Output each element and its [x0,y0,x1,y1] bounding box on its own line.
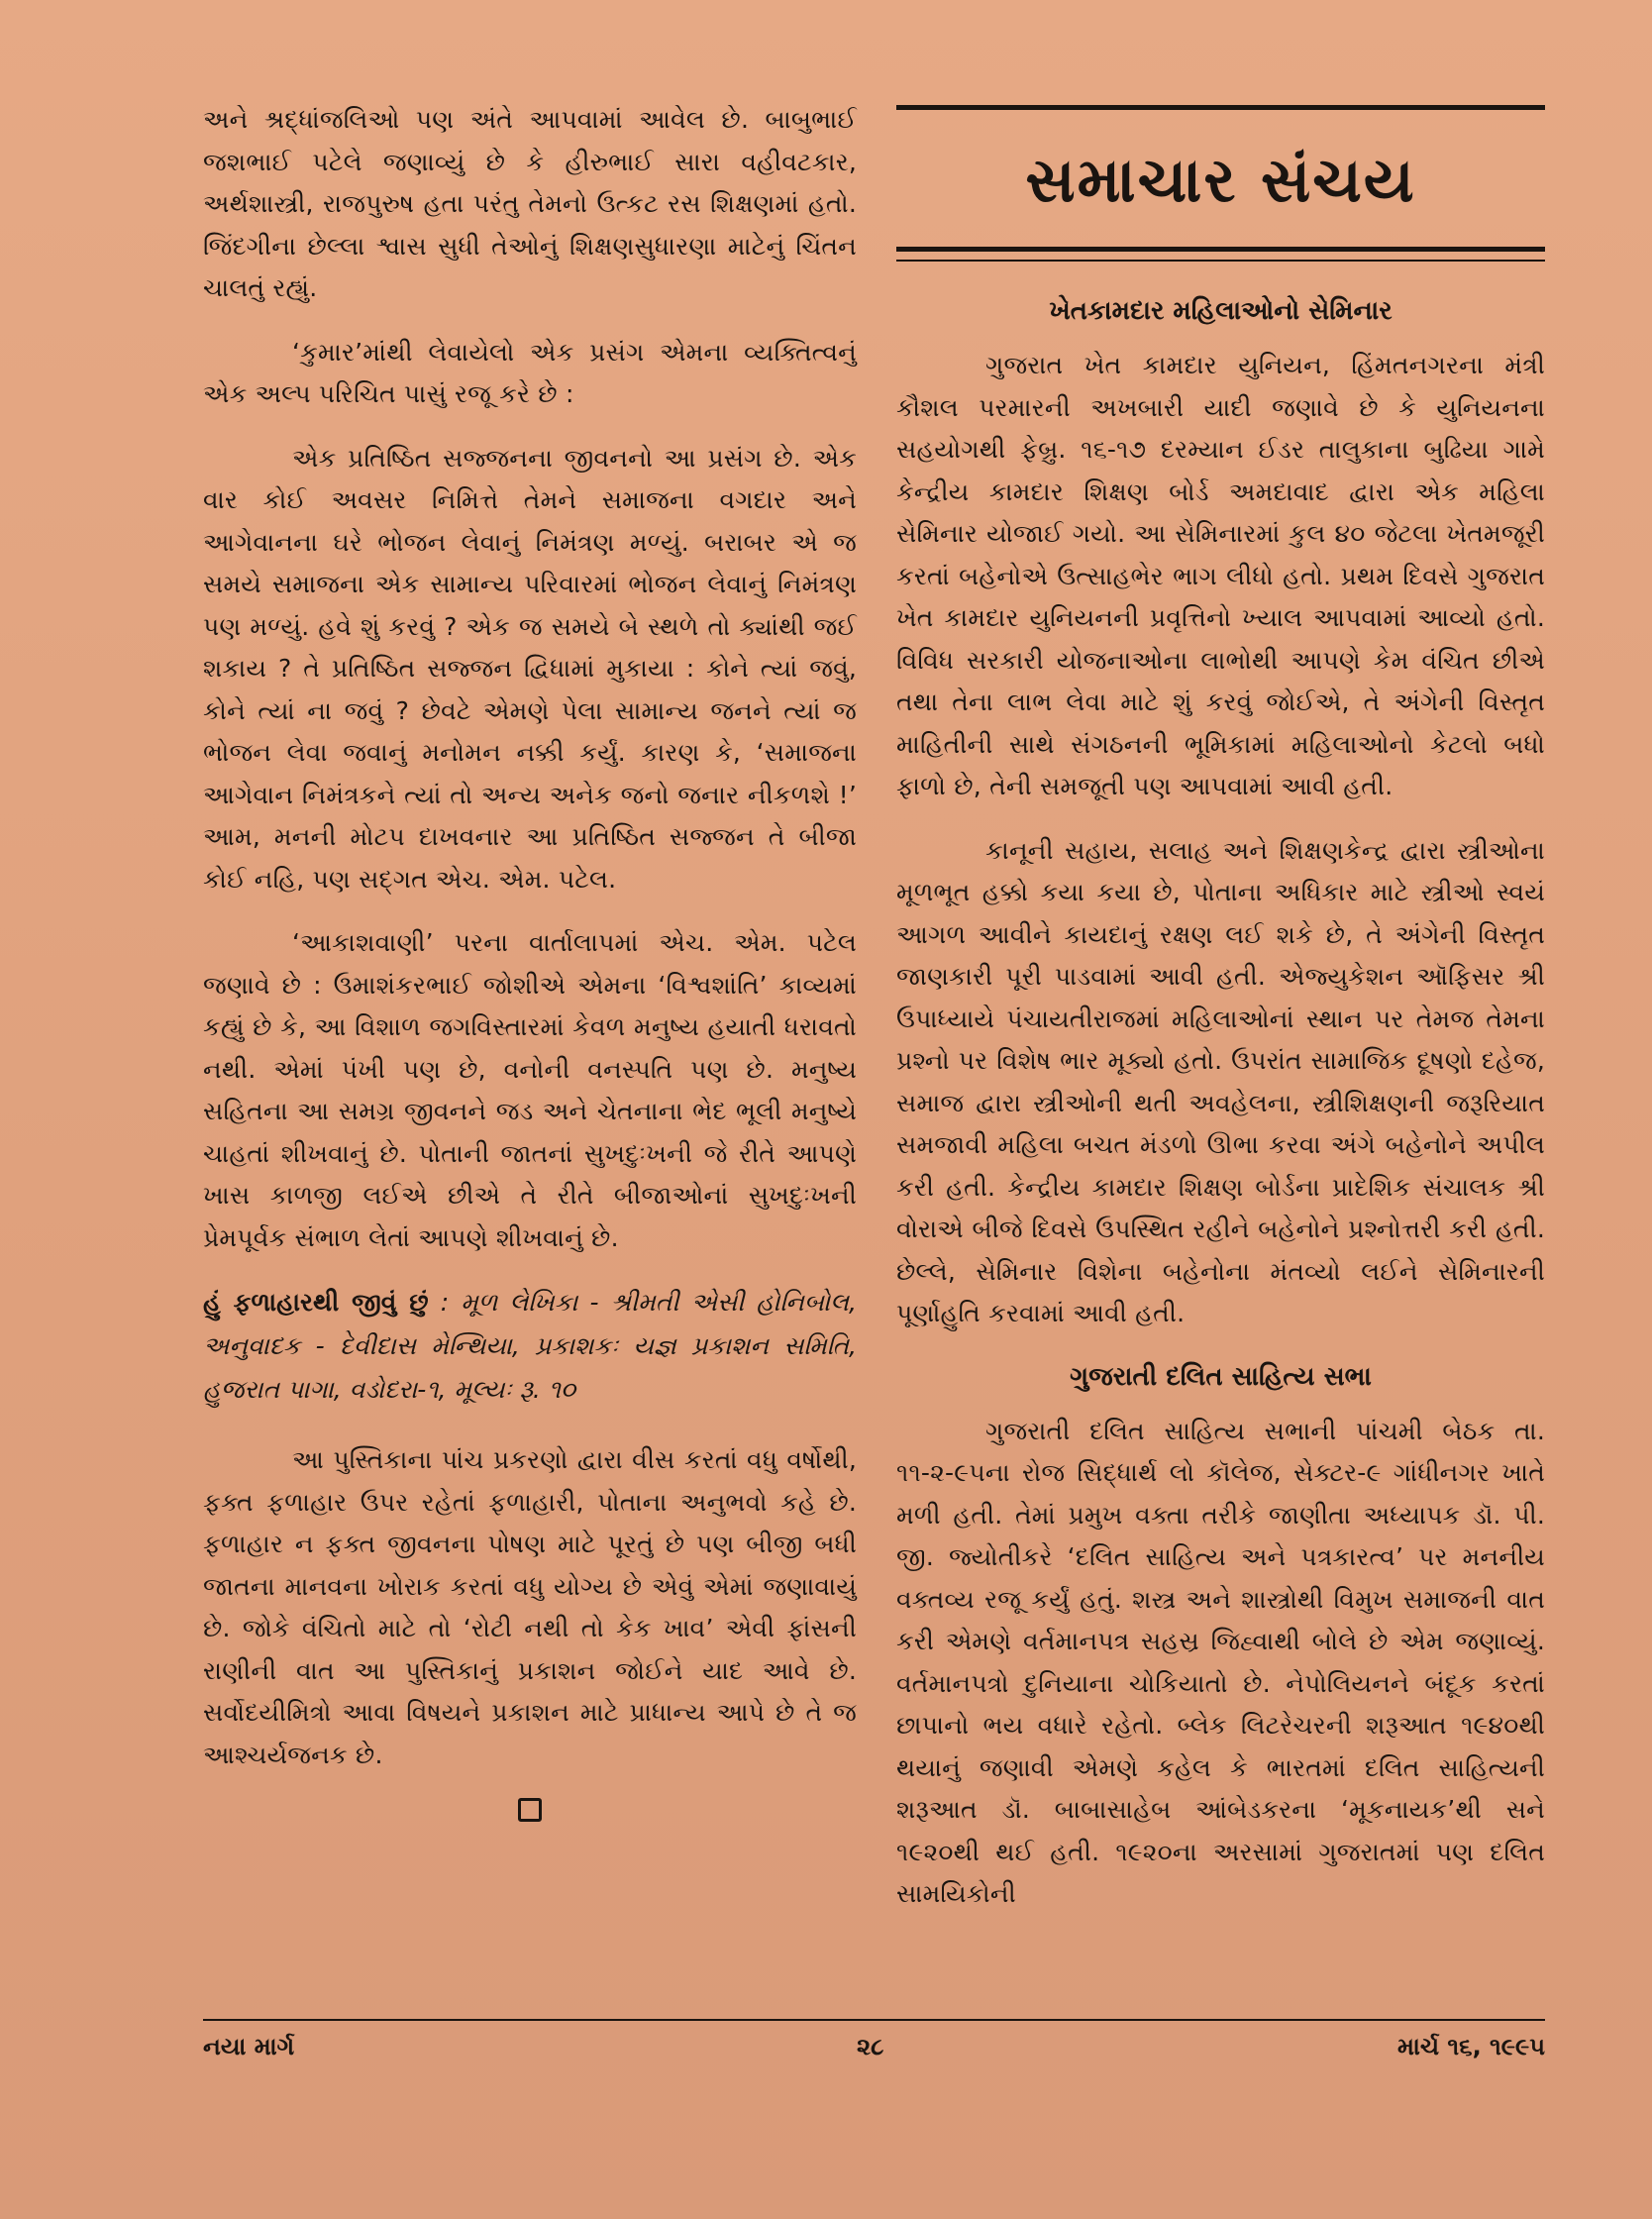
masthead-bottom-rule [896,247,1545,252]
book-details: : મૂળ લેખિકા - શ્રીમતી એસી હોનિબોલ, અનુવાદક - દેવીદાસ મેન્થિયા, પ્રકાશકઃ યજ્ઞ પ્રકાશન સમિતિ, હુજરાત પાગા, વડોદરા-૧, મૂલ્યઃ રૂ. ૧૦ [203,1288,858,1404]
seminar-para-1: ગુજરાત ખેત કામદાર યુનિયન, હિંમતનગરના મંત્રી કૌશલ પરમારની અખબારી યાદી જણાવે છે કે યુનિયનના સહયોગથી ફેબ્રુ. ૧૬-૧૭ દરમ્યાન ઈડર તાલુકાના બુઢિયા ગામે કેન્દ્રીય કામદાર શિક્ષણ બોર્ડ અમદાવાદ દ્વારા એક મહિલા સેમિનાર યોજાઈ ગયો. આ સેમિનારમાં કુલ ૪૦ જેટલા ખેતમજૂરી કરતાં બહેનોએ ઉત્સાહભેર ભાગ લીધો હતો. પ્રથમ દિવસે ગુજરાત ખેત કામદાર યુનિયનની પ્રવૃત્તિનો ખ્યાલ આપવામાં આવ્યો હતો. વિવિધ સરકારી યોજનાઓના લાભોથી આપણે કેમ વંચિત છીએ તથા તેના લાભ લેવા માટે શું કરવું જોઈએ, તે અંગેની વિસ્તૃત માહિતીની સાથે સંગઠનની ભૂમિકામાં મહિલાઓનો કેટલો બધો ફાળો છે, તેની સમજૂતી પણ આપવામાં આવી હતી. [896,351,1545,800]
left-para-3: એક પ્રતિષ્ઠિત સજ્જનના જીવનનો આ પ્રસંગ છે. એક વાર કોઈ અવસર નિમિત્તે તેમને સમાજના વગદાર અને આગેવાનના ઘરે ભોજન લેવાનું નિમંત્રણ મળ્યું. બરાબર એ જ સમયે સમાજના એક સામાન્ય પરિવારમાં ભોજન લેવાનું નિમંત્રણ પણ મળ્યું. હવે શું કરવું ? એક જ સમયે બે સ્થળે તો ક્યાંથી જઈ શકાય ? તે પ્રતિષ્ઠિત સજ્જન દ્વિધામાં મુકાયા : કોને ત્યાં જવું, કોને ત્યાં ના જવું ? છેવટે એમણે પેલા સામાન્ય જનને ત્યાં જ ભોજન લેવા જવાનું મનોમન નક્કી કર્યું. કારણ કે, ‘સમાજના આગેવાન નિમંત્રકને ત્યાં તો અન્ય અનેક જનો જનાર નીકળશે !’ આમ, મનની મોટપ દાખવનાર આ પ્રતિષ્ઠિત સજ્જન તે બીજા કોઈ નહિ, પણ સદ્ગત એચ. એમ. પટેલ. [203,443,857,894]
left-para-2: ‘કુમાર’માંથી લેવાયેલો એક પ્રસંગ એમના વ્યક્તિત્વનું એક અલ્પ પરિચિત પાસું રજૂ કરે છે : [203,337,857,408]
seminar-para-2: કાનૂની સહાય, સલાહ અને શિક્ષણકેન્દ્ર દ્વારા સ્ત્રીઓના મૂળભૂત હક્કો કયા કયા છે, પોતાના અધિકાર માટે સ્ત્રીઓ સ્વયં આગળ આવીને કાયદાનું રક્ષણ લઈ શકે છે, તે અંગેની વિસ્તૃત જાણકારી પૂરી પાડવામાં આવી હતી. એજ્યુકેશન ઑફિસર શ્રી ઉપાધ્યાયે પંચાયતીરાજમાં મહિલાઓનાં સ્થાન પર તેમજ તેમના પ્રશ્નો પર વિશેષ ભાર મૂક્યો હતો. ઉપરાંત સામાજિક દૂષણો દહેજ, સમાજ દ્વારા સ્ત્રીઓની થતી અવહેલના, સ્ત્રીશિક્ષણની જરૂરિયાત સમજાવી મહિલા બચત મંડળો ઊભા કરવા અંગે બહેનોને અપીલ કરી હતી. કેન્દ્રીય કામદાર શિક્ષણ બોર્ડના પ્રાદેશિક સંચાલક શ્રી વોરાએ બીજે દિવસે ઉપસ્થિત રહીને બહેનોને પ્રશ્નોત્તરી કરી હતી. છેલ્લે, સેમિનાર વિશેના બહેનોના મંતવ્યો લઈને સેમિનારની પૂર્ણાહુતિ કરવામાં આવી હતી. [896,835,1545,1327]
footer-publication-name: નયા માર્ગ [203,2033,295,2060]
left-para-5: આ પુસ્તિકાના પાંચ પ્રકરણો દ્વારા વીસ કરતાં વધુ વર્ષોથી, ફક્ત ફળાહાર ઉપર રહેતાં ફળાહારી, પોતાના અનુભવો કહે છે. ફળાહાર ન ફક્ત જીવનના પોષણ માટે પૂરતું છે પણ બીજી બધી જાતના માનવના ખોરાક કરતાં વધુ યોગ્ય છે એવું એમાં જણાવાયું છે. જોકે વંચિતો માટે તો ‘રોટી નથી તો કેક ખાવ’ એવી ફાંસની રાણીની વાત આ પુસ્તિકાનું પ્રકાશન જોઈને યાદ આવે છે. સર્વોદયીમિત્રો આવા વિષયને પ્રકાશન માટે પ્રાધાન્ય આપે છે તે જ આશ્ચર્યજનક છે. [203,1445,857,1769]
section-heading-dalit-sahitya: ગુજરાતી દલિત સાહિત્ય સભા [1070,1361,1372,1392]
footer-date: માર્ચ ૧૬, ૧૯૯૫ [1397,2033,1545,2060]
left-para-4: ‘આકાશવાણી’ પરના વાર્તાલાપમાં એચ. એમ. પટેલ જણાવે છે : ઉમાશંકરભાઈ જોશીએ એમના ‘વિશ્વશાંતિ’ કાવ્યમાં કહ્યું છે કે, આ વિશાળ જગવિસ્તારમાં કેવળ મનુષ્ય હયાતી ધરાવતો નથી. એમાં પંખી પણ છે, વનોની વનસ્પતિ પણ છે. મનુષ્ય સહિતના આ સમગ્ર જીવનને જડ અને ચેતનાના ભેદ ભૂલી મનુષ્યે ચાહતાં શીખવાનું છે. પોતાની જાતનાં સુખદુઃખની જે રીતે આપણે ખાસ કાળજી લઈએ છીએ તે રીતે બીજાઓનાં સુખદુઃખની પ્રેમપૂર્વક સંભાળ લેતાં આપણે શીખવાનું છે. [203,928,857,1252]
book-title: હું ફળાહારથી જીવું છું [203,1288,429,1317]
section-heading-seminar: ખેતકામદાર મહિલાઓનો સેમિનાર [1049,296,1393,326]
footer-page-number: ૨૮ [857,2033,884,2060]
masthead-title: સમાચાર સંચય [1025,144,1416,216]
dalit-sahitya-para-1: ગુજરાતી દલિત સાહિત્ય સભાની પાંચમી બેઠક તા. ૧૧-૨-૯૫ના રોજ સિદ્ધાર્થ લો કૉલેજ, સેક્ટર-૯ ગાંધીનગર ખાતે મળી હતી. તેમાં પ્રમુખ વક્તા તરીકે જાણીતા અધ્યાપક ડૉ. પી. જી. જ્યોતીકરે ‘દલિત સાહિત્ય અને પત્રકારત્વ’ પર મનનીય વક્તવ્ય રજૂ કર્યું હતું. શસ્ત્ર અને શાસ્ત્રોથી વિમુખ સમાજની વાત કરી એમણે વર્તમાનપત્ર સહસ્ર જિહ્વાથી બોલે છે એમ જણાવ્યું. વર્તમાનપત્રો દુનિયાના ચોકિયાતો છે. નેપોલિયનને બંદૂક કરતાં છાપાનો ભય વધારે રહેતો. બ્લેક લિટરેચરની શરૂઆત ૧૯૪૦થી થયાનું જણાવી એમણે કહેલ કે ભારતમાં દલિત સાહિત્યની શરૂઆત ડૉ. બાબાસાહેબ આંબેડકરના ‘મૂકનાયક’થી સને ૧૯૨૦થી થઈ હતી. ૧૯૨૦ના અરસામાં ગુજરાતમાં પણ દલિત સામયિકોની [896,1416,1545,1908]
right-column [896,99,1545,1938]
book-reference [203,1281,857,1412]
page-footer [203,2019,1545,2070]
masthead-bottom-rule-thin [896,260,1545,262]
masthead-top-rule [896,105,1545,110]
left-column [203,99,857,1822]
end-of-article-icon [518,1798,542,1822]
left-para-1: અને શ્રદ્ધાંજલિઓ પણ અંતે આપવામાં આવેલ છે. બાબુભાઈ જશભાઈ પટેલે જણાવ્યું છે કે હીરુભાઈ સારા વહીવટકાર, અર્થશાસ્ત્રી, રાજપુરુષ હતા પરંતુ તેમનો ઉત્કટ રસ શિક્ષણમાં હતો. જિંદગીના છેલ્લા શ્વાસ સુધી તેઓનું શિક્ષણસુધારણા માટેનું ચિંતન ચાલતું રહ્યું. [203,105,857,302]
